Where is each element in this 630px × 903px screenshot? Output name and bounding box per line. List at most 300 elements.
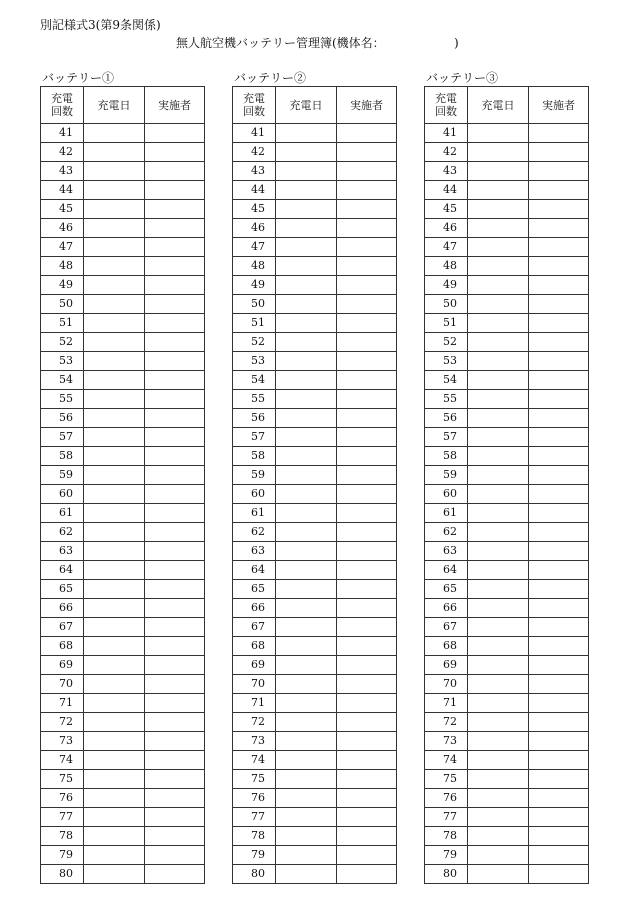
person-cell[interactable] bbox=[145, 447, 205, 466]
person-cell[interactable] bbox=[529, 675, 589, 694]
charge-date-cell[interactable] bbox=[276, 219, 337, 238]
charge-date-cell[interactable] bbox=[276, 694, 337, 713]
charge-count-cell: 59 bbox=[233, 466, 276, 485]
person-cell[interactable] bbox=[145, 770, 205, 789]
person-cell[interactable] bbox=[529, 694, 589, 713]
charge-date-cell[interactable] bbox=[84, 409, 145, 428]
person-cell[interactable] bbox=[529, 276, 589, 295]
person-cell[interactable] bbox=[145, 333, 205, 352]
charge-date-cell[interactable] bbox=[468, 219, 529, 238]
table-row bbox=[41, 409, 205, 428]
charge-date-cell[interactable] bbox=[276, 124, 337, 143]
battery-block-3 bbox=[424, 70, 588, 884]
person-cell[interactable] bbox=[529, 656, 589, 675]
person-cell[interactable] bbox=[145, 257, 205, 276]
person-cell[interactable] bbox=[529, 504, 589, 523]
charge-count-cell: 67 bbox=[233, 618, 276, 637]
header-charge-count-line2: 回数 bbox=[51, 105, 73, 118]
person-cell[interactable] bbox=[529, 409, 589, 428]
charge-date-cell[interactable] bbox=[84, 523, 145, 542]
document-title-text: 無人航空機バッテリー管理簿(機体名： bbox=[176, 36, 385, 50]
charge-date-cell[interactable] bbox=[84, 694, 145, 713]
charge-date-cell[interactable] bbox=[276, 333, 337, 352]
table-row bbox=[41, 561, 205, 580]
charge-date-cell[interactable] bbox=[84, 789, 145, 808]
person-cell[interactable] bbox=[529, 200, 589, 219]
person-cell[interactable] bbox=[529, 865, 589, 884]
person-cell[interactable] bbox=[337, 390, 397, 409]
charge-count-cell: 68 bbox=[233, 637, 276, 656]
charge-date-cell[interactable] bbox=[276, 580, 337, 599]
person-cell[interactable] bbox=[145, 732, 205, 751]
charge-date-cell[interactable] bbox=[84, 827, 145, 846]
charge-date-cell[interactable] bbox=[276, 637, 337, 656]
charge-date-cell[interactable] bbox=[276, 466, 337, 485]
table-row bbox=[425, 485, 589, 504]
charge-date-cell[interactable] bbox=[276, 561, 337, 580]
charge-date-cell[interactable] bbox=[276, 732, 337, 751]
person-cell[interactable] bbox=[337, 580, 397, 599]
table-row bbox=[41, 846, 205, 865]
charge-date-cell[interactable] bbox=[276, 713, 337, 732]
table-row bbox=[41, 124, 205, 143]
charge-date-cell[interactable] bbox=[84, 732, 145, 751]
person-cell[interactable] bbox=[145, 713, 205, 732]
person-cell[interactable] bbox=[529, 352, 589, 371]
charge-date-cell[interactable] bbox=[276, 504, 337, 523]
charge-count-cell: 54 bbox=[41, 371, 84, 390]
charge-date-cell[interactable] bbox=[468, 846, 529, 865]
charge-date-cell[interactable] bbox=[84, 561, 145, 580]
person-cell[interactable] bbox=[337, 219, 397, 238]
person-cell[interactable] bbox=[145, 789, 205, 808]
charge-date-cell[interactable] bbox=[276, 428, 337, 447]
charge-count-cell: 62 bbox=[425, 523, 468, 542]
charge-date-cell[interactable] bbox=[468, 732, 529, 751]
charge-date-cell[interactable] bbox=[468, 694, 529, 713]
person-cell[interactable] bbox=[529, 466, 589, 485]
charge-count-cell: 69 bbox=[41, 656, 84, 675]
charge-date-cell[interactable] bbox=[468, 371, 529, 390]
person-cell[interactable] bbox=[145, 371, 205, 390]
charge-count-cell: 63 bbox=[41, 542, 84, 561]
person-cell[interactable] bbox=[337, 865, 397, 884]
person-cell[interactable] bbox=[337, 200, 397, 219]
person-cell[interactable] bbox=[337, 295, 397, 314]
charge-date-cell[interactable] bbox=[84, 219, 145, 238]
charge-date-cell[interactable] bbox=[468, 789, 529, 808]
charge-count-cell: 46 bbox=[41, 219, 84, 238]
charge-count-cell: 43 bbox=[425, 162, 468, 181]
table-row bbox=[233, 656, 397, 675]
charge-date-cell[interactable] bbox=[84, 466, 145, 485]
person-cell[interactable] bbox=[337, 352, 397, 371]
person-cell[interactable] bbox=[145, 618, 205, 637]
charge-date-cell[interactable] bbox=[84, 162, 145, 181]
charge-count-cell: 68 bbox=[425, 637, 468, 656]
person-cell[interactable] bbox=[145, 599, 205, 618]
charge-date-cell[interactable] bbox=[84, 751, 145, 770]
charge-count-cell: 68 bbox=[41, 637, 84, 656]
charge-date-cell[interactable] bbox=[276, 352, 337, 371]
charge-count-cell: 73 bbox=[41, 732, 84, 751]
person-cell[interactable] bbox=[145, 181, 205, 200]
person-cell[interactable] bbox=[529, 713, 589, 732]
charge-date-cell[interactable] bbox=[84, 618, 145, 637]
table-body bbox=[233, 124, 397, 884]
person-cell[interactable] bbox=[337, 789, 397, 808]
charge-date-cell[interactable] bbox=[276, 846, 337, 865]
charge-date-cell[interactable] bbox=[84, 485, 145, 504]
charge-date-cell[interactable] bbox=[84, 675, 145, 694]
charge-date-cell[interactable] bbox=[468, 257, 529, 276]
charge-date-cell[interactable] bbox=[84, 656, 145, 675]
person-cell[interactable] bbox=[145, 504, 205, 523]
charge-date-cell[interactable] bbox=[84, 428, 145, 447]
charge-date-cell[interactable] bbox=[84, 371, 145, 390]
person-cell[interactable] bbox=[145, 865, 205, 884]
person-cell[interactable] bbox=[337, 409, 397, 428]
charge-date-cell[interactable] bbox=[468, 675, 529, 694]
person-cell[interactable] bbox=[529, 181, 589, 200]
charge-date-cell[interactable] bbox=[84, 599, 145, 618]
charge-date-cell[interactable] bbox=[276, 371, 337, 390]
charge-date-cell[interactable] bbox=[468, 751, 529, 770]
table-row bbox=[425, 523, 589, 542]
person-cell[interactable] bbox=[145, 637, 205, 656]
charge-date-cell[interactable] bbox=[468, 504, 529, 523]
charge-date-cell[interactable] bbox=[468, 865, 529, 884]
person-cell[interactable] bbox=[529, 770, 589, 789]
person-cell[interactable] bbox=[145, 808, 205, 827]
charge-count-cell: 52 bbox=[41, 333, 84, 352]
person-cell[interactable] bbox=[529, 637, 589, 656]
charge-count-cell: 76 bbox=[425, 789, 468, 808]
person-cell[interactable] bbox=[337, 428, 397, 447]
person-cell[interactable] bbox=[145, 409, 205, 428]
charge-date-cell[interactable] bbox=[84, 352, 145, 371]
charge-count-cell: 45 bbox=[425, 200, 468, 219]
person-cell[interactable] bbox=[529, 599, 589, 618]
charge-date-cell[interactable] bbox=[84, 580, 145, 599]
table-header-row bbox=[41, 87, 205, 124]
person-cell[interactable] bbox=[145, 561, 205, 580]
charge-date-cell[interactable] bbox=[84, 124, 145, 143]
person-cell[interactable] bbox=[529, 447, 589, 466]
charge-date-cell[interactable] bbox=[468, 542, 529, 561]
charge-date-cell[interactable] bbox=[468, 428, 529, 447]
person-cell[interactable] bbox=[529, 561, 589, 580]
charge-date-cell[interactable] bbox=[468, 466, 529, 485]
charge-date-cell[interactable] bbox=[276, 485, 337, 504]
charge-date-cell[interactable] bbox=[84, 333, 145, 352]
charge-date-cell[interactable] bbox=[468, 447, 529, 466]
person-cell[interactable] bbox=[337, 713, 397, 732]
person-cell[interactable] bbox=[145, 143, 205, 162]
person-cell[interactable] bbox=[145, 390, 205, 409]
table-row bbox=[425, 542, 589, 561]
charge-count-cell: 77 bbox=[425, 808, 468, 827]
person-cell[interactable] bbox=[337, 181, 397, 200]
person-cell[interactable] bbox=[145, 124, 205, 143]
table-row bbox=[425, 219, 589, 238]
charge-date-cell[interactable] bbox=[276, 865, 337, 884]
charge-date-cell[interactable] bbox=[468, 352, 529, 371]
table-row bbox=[41, 371, 205, 390]
person-cell[interactable] bbox=[337, 314, 397, 333]
person-cell[interactable] bbox=[337, 542, 397, 561]
charge-date-cell[interactable] bbox=[84, 865, 145, 884]
charge-date-cell[interactable] bbox=[276, 409, 337, 428]
charge-date-cell[interactable] bbox=[276, 789, 337, 808]
charge-date-cell[interactable] bbox=[84, 143, 145, 162]
person-cell[interactable] bbox=[337, 770, 397, 789]
person-cell[interactable] bbox=[145, 694, 205, 713]
battery-block-2 bbox=[232, 70, 396, 884]
person-cell[interactable] bbox=[337, 618, 397, 637]
person-cell[interactable] bbox=[145, 675, 205, 694]
person-cell[interactable] bbox=[337, 675, 397, 694]
person-cell[interactable] bbox=[529, 238, 589, 257]
charge-date-cell[interactable] bbox=[84, 314, 145, 333]
person-cell[interactable] bbox=[145, 827, 205, 846]
person-cell[interactable] bbox=[337, 732, 397, 751]
charge-date-cell[interactable] bbox=[468, 561, 529, 580]
person-cell[interactable] bbox=[529, 371, 589, 390]
charge-date-cell[interactable] bbox=[276, 656, 337, 675]
charge-count-cell: 64 bbox=[41, 561, 84, 580]
table-row bbox=[425, 257, 589, 276]
charge-date-cell[interactable] bbox=[276, 181, 337, 200]
charge-date-cell[interactable] bbox=[468, 276, 529, 295]
charge-date-cell[interactable] bbox=[468, 314, 529, 333]
person-cell[interactable] bbox=[337, 637, 397, 656]
table-header-row bbox=[233, 87, 397, 124]
person-cell[interactable] bbox=[529, 390, 589, 409]
charge-date-cell[interactable] bbox=[276, 808, 337, 827]
charge-date-cell[interactable] bbox=[84, 276, 145, 295]
charge-date-cell[interactable] bbox=[468, 238, 529, 257]
charge-date-cell[interactable] bbox=[468, 295, 529, 314]
charge-count-cell: 75 bbox=[41, 770, 84, 789]
table-row bbox=[41, 276, 205, 295]
charge-date-cell[interactable] bbox=[84, 238, 145, 257]
charge-date-cell[interactable] bbox=[276, 143, 337, 162]
person-cell[interactable] bbox=[529, 219, 589, 238]
person-cell[interactable] bbox=[145, 314, 205, 333]
person-cell[interactable] bbox=[337, 143, 397, 162]
person-cell[interactable] bbox=[337, 827, 397, 846]
charge-date-cell[interactable] bbox=[468, 409, 529, 428]
charge-date-cell[interactable] bbox=[468, 181, 529, 200]
header-charge-count bbox=[233, 87, 276, 124]
person-cell[interactable] bbox=[529, 257, 589, 276]
charge-date-cell[interactable] bbox=[84, 200, 145, 219]
charge-date-cell[interactable] bbox=[276, 390, 337, 409]
charge-date-cell[interactable] bbox=[468, 124, 529, 143]
person-cell[interactable] bbox=[529, 542, 589, 561]
charge-date-cell[interactable] bbox=[84, 542, 145, 561]
header-charge-count-line1: 充電 bbox=[51, 92, 73, 105]
person-cell[interactable] bbox=[529, 162, 589, 181]
person-cell[interactable] bbox=[529, 295, 589, 314]
person-cell[interactable] bbox=[529, 143, 589, 162]
charge-date-cell[interactable] bbox=[84, 504, 145, 523]
charge-date-cell[interactable] bbox=[276, 447, 337, 466]
charge-date-cell[interactable] bbox=[468, 827, 529, 846]
person-cell[interactable] bbox=[145, 428, 205, 447]
person-cell[interactable] bbox=[337, 694, 397, 713]
charge-date-cell[interactable] bbox=[468, 618, 529, 637]
header-charge-count-line1: 充電 bbox=[435, 92, 457, 105]
charge-count-cell: 46 bbox=[425, 219, 468, 238]
table-row bbox=[41, 143, 205, 162]
person-cell[interactable] bbox=[337, 504, 397, 523]
table-row bbox=[233, 523, 397, 542]
person-cell[interactable] bbox=[145, 751, 205, 770]
charge-date-cell[interactable] bbox=[276, 257, 337, 276]
person-cell[interactable] bbox=[145, 200, 205, 219]
table-row bbox=[41, 599, 205, 618]
charge-date-cell[interactable] bbox=[84, 846, 145, 865]
table-row bbox=[425, 200, 589, 219]
charge-date-cell[interactable] bbox=[84, 257, 145, 276]
charge-count-cell: 79 bbox=[425, 846, 468, 865]
charge-date-cell[interactable] bbox=[84, 808, 145, 827]
charge-date-cell[interactable] bbox=[276, 295, 337, 314]
person-cell[interactable] bbox=[145, 352, 205, 371]
charge-count-cell: 56 bbox=[233, 409, 276, 428]
person-cell[interactable] bbox=[145, 219, 205, 238]
charge-count-cell: 47 bbox=[41, 238, 84, 257]
person-cell[interactable] bbox=[529, 523, 589, 542]
table-row bbox=[425, 618, 589, 637]
person-cell[interactable] bbox=[529, 618, 589, 637]
person-cell[interactable] bbox=[145, 656, 205, 675]
person-cell[interactable] bbox=[529, 751, 589, 770]
person-cell[interactable] bbox=[529, 808, 589, 827]
person-cell[interactable] bbox=[337, 238, 397, 257]
person-cell[interactable] bbox=[337, 162, 397, 181]
person-cell[interactable] bbox=[529, 732, 589, 751]
charge-date-cell[interactable] bbox=[468, 162, 529, 181]
person-cell[interactable] bbox=[337, 371, 397, 390]
person-cell[interactable] bbox=[145, 466, 205, 485]
charge-date-cell[interactable] bbox=[276, 314, 337, 333]
charge-date-cell[interactable] bbox=[276, 162, 337, 181]
charge-count-cell: 77 bbox=[233, 808, 276, 827]
person-cell[interactable] bbox=[337, 656, 397, 675]
person-cell[interactable] bbox=[337, 466, 397, 485]
person-cell[interactable] bbox=[337, 257, 397, 276]
charge-date-cell[interactable] bbox=[276, 276, 337, 295]
person-cell[interactable] bbox=[337, 333, 397, 352]
person-cell[interactable] bbox=[337, 599, 397, 618]
charge-date-cell[interactable] bbox=[468, 390, 529, 409]
charge-count-cell: 73 bbox=[425, 732, 468, 751]
person-cell[interactable] bbox=[529, 485, 589, 504]
charge-date-cell[interactable] bbox=[468, 808, 529, 827]
charge-date-cell[interactable] bbox=[276, 751, 337, 770]
person-cell[interactable] bbox=[337, 523, 397, 542]
charge-date-cell[interactable] bbox=[84, 390, 145, 409]
person-cell[interactable] bbox=[529, 789, 589, 808]
charge-date-cell[interactable] bbox=[468, 713, 529, 732]
charge-date-cell[interactable] bbox=[468, 333, 529, 352]
charge-date-cell[interactable] bbox=[84, 770, 145, 789]
charge-date-cell[interactable] bbox=[468, 599, 529, 618]
charge-date-cell[interactable] bbox=[276, 599, 337, 618]
charge-date-cell[interactable] bbox=[468, 656, 529, 675]
person-cell[interactable] bbox=[145, 580, 205, 599]
person-cell[interactable] bbox=[145, 485, 205, 504]
charge-date-cell[interactable] bbox=[468, 200, 529, 219]
person-cell[interactable] bbox=[145, 276, 205, 295]
charge-date-cell[interactable] bbox=[276, 675, 337, 694]
person-cell[interactable] bbox=[529, 428, 589, 447]
person-cell[interactable] bbox=[337, 808, 397, 827]
charge-date-cell[interactable] bbox=[276, 770, 337, 789]
person-cell[interactable] bbox=[145, 523, 205, 542]
person-cell[interactable] bbox=[529, 827, 589, 846]
person-cell[interactable] bbox=[337, 447, 397, 466]
charge-date-cell[interactable] bbox=[84, 181, 145, 200]
charge-date-cell[interactable] bbox=[84, 713, 145, 732]
charge-count-cell: 72 bbox=[233, 713, 276, 732]
charge-date-cell[interactable] bbox=[276, 238, 337, 257]
person-cell[interactable] bbox=[337, 124, 397, 143]
person-cell[interactable] bbox=[145, 542, 205, 561]
charge-count-cell: 51 bbox=[41, 314, 84, 333]
charge-date-cell[interactable] bbox=[276, 523, 337, 542]
charge-date-cell[interactable] bbox=[276, 618, 337, 637]
person-cell[interactable] bbox=[529, 333, 589, 352]
person-cell[interactable] bbox=[529, 124, 589, 143]
charge-date-cell[interactable] bbox=[84, 295, 145, 314]
person-cell[interactable] bbox=[529, 580, 589, 599]
charge-date-cell[interactable] bbox=[276, 200, 337, 219]
person-cell[interactable] bbox=[529, 314, 589, 333]
person-cell[interactable] bbox=[145, 162, 205, 181]
charge-date-cell[interactable] bbox=[84, 637, 145, 656]
charge-count-cell: 52 bbox=[233, 333, 276, 352]
person-cell[interactable] bbox=[529, 846, 589, 865]
person-cell[interactable] bbox=[145, 238, 205, 257]
person-cell[interactable] bbox=[337, 276, 397, 295]
charge-date-cell[interactable] bbox=[468, 637, 529, 656]
charge-date-cell[interactable] bbox=[84, 447, 145, 466]
charge-date-cell[interactable] bbox=[276, 542, 337, 561]
person-cell[interactable] bbox=[337, 846, 397, 865]
charge-count-cell: 49 bbox=[425, 276, 468, 295]
charge-count-cell: 47 bbox=[233, 238, 276, 257]
person-cell[interactable] bbox=[145, 295, 205, 314]
person-cell[interactable] bbox=[337, 561, 397, 580]
person-cell[interactable] bbox=[145, 846, 205, 865]
charge-date-cell[interactable] bbox=[276, 827, 337, 846]
charge-date-cell[interactable] bbox=[468, 770, 529, 789]
person-cell[interactable] bbox=[337, 751, 397, 770]
person-cell[interactable] bbox=[337, 485, 397, 504]
charge-date-cell[interactable] bbox=[468, 143, 529, 162]
charge-date-cell[interactable] bbox=[468, 485, 529, 504]
table-row bbox=[41, 333, 205, 352]
charge-date-cell[interactable] bbox=[468, 580, 529, 599]
charge-count-cell: 72 bbox=[41, 713, 84, 732]
table-row bbox=[425, 751, 589, 770]
charge-count-cell: 65 bbox=[41, 580, 84, 599]
charge-date-cell[interactable] bbox=[468, 523, 529, 542]
